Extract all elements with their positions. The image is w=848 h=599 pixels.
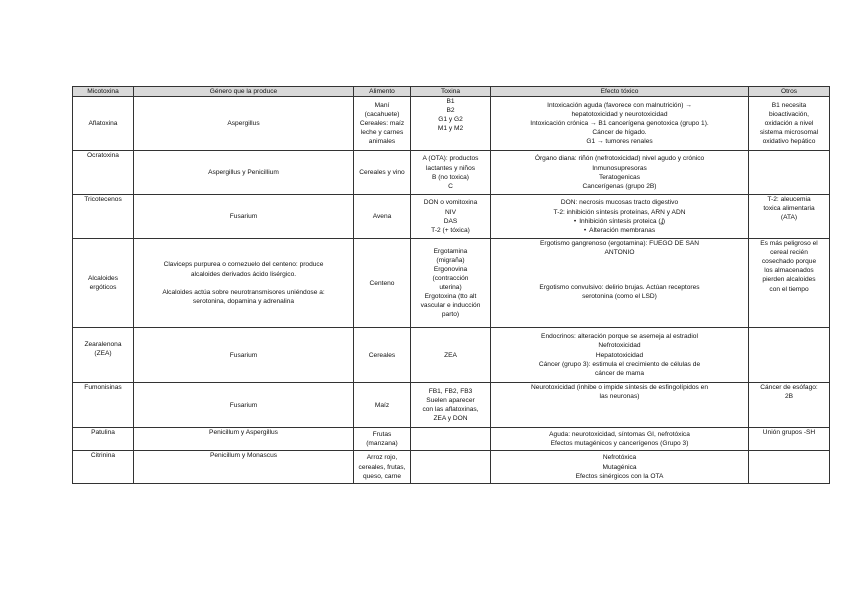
cell-line: B (no toxica) <box>431 173 469 181</box>
cell-line: DON: necrosis mucosas tracto digestivo <box>560 199 679 207</box>
cell-toxina <box>411 239 491 328</box>
cell-line: ZEA <box>444 351 457 359</box>
cell-efecto <box>491 328 749 383</box>
cell-line: Teratogenicas <box>598 173 641 181</box>
cell-line: Fusarium <box>229 401 258 409</box>
cell-line: Patulina <box>91 429 115 437</box>
cell-otros <box>749 328 830 383</box>
cell-line: uterina) <box>439 284 462 292</box>
cell-alimento <box>354 239 411 328</box>
mycotoxin-table <box>72 86 830 484</box>
cell-line: B2 <box>446 107 455 115</box>
cell-line: Suelen aparecer <box>426 397 475 404</box>
bullet-line: • Alteración membranas <box>493 226 746 235</box>
cell-line: G1 → tumores renales <box>586 138 653 146</box>
cell-line: Intoxicación aguda (favorece con malnutrición) → <box>547 101 692 109</box>
cell-toxina <box>411 151 491 195</box>
cell-line: animales <box>368 138 396 146</box>
cell-line: Cáncer (grupo 3): estimula el crecimiento de células de <box>538 360 701 368</box>
cell-line: Fusarium <box>229 351 258 359</box>
cell-micotoxina <box>73 451 134 484</box>
cell-line: con las aflatoxinas, <box>422 406 479 414</box>
table-header-row <box>73 87 830 97</box>
cell-line: Penicillum y Monascus <box>209 452 278 460</box>
cell-line: bioactivación, <box>769 110 809 118</box>
cell-line: Citrinina <box>90 452 116 460</box>
cell-line: serotonina (como el LSD) <box>582 293 657 301</box>
cell-line: ZEA y DON <box>433 415 468 423</box>
cell-alimento <box>354 383 411 428</box>
cell-line: (migraña) <box>436 256 465 264</box>
cell-line: Cereales <box>368 351 396 359</box>
cell-line: (contracción <box>432 275 469 282</box>
cell-line: NIV <box>445 208 456 216</box>
cell-line: Hepatotoxicidad <box>595 351 644 359</box>
cell-line: Cáncer de hígado. <box>592 129 647 137</box>
cell-line: oxidación a nivel <box>764 120 814 128</box>
table-row <box>73 195 830 239</box>
cell-line: M1 y M2 <box>437 125 464 133</box>
cell-line: T-2: aleucemia <box>767 196 811 204</box>
cell-line: FB1, FB2, FB3 <box>428 387 473 395</box>
cell-line: ANTONIO <box>604 249 635 257</box>
cell-line: G1 y G2 <box>438 116 463 124</box>
cell-line: cereales, frutas, <box>358 463 406 471</box>
cell-line: (ZEA) <box>94 350 112 358</box>
cell-toxina <box>411 428 491 451</box>
cell-line: Ergotismo gangrenoso (ergotamina): FUEGO DE SAN <box>539 240 700 248</box>
cell-alimento <box>354 97 411 151</box>
cell-line: C <box>448 182 453 190</box>
cell-line: B1 necesita <box>771 101 807 109</box>
cell-line: Claviceps purpurea o cornezuelo del centeno: produce <box>163 261 324 269</box>
cell-line: Avena <box>372 213 392 221</box>
cell-line: Nefrotoxicidad <box>598 342 641 350</box>
cell-otros <box>749 383 830 428</box>
header-toxina: Toxina <box>411 87 491 97</box>
table-row <box>73 151 830 195</box>
cell-toxina <box>411 195 491 239</box>
cell-toxina <box>411 451 491 484</box>
cell-line: (manzana) <box>366 440 398 448</box>
cell-micotoxina <box>73 428 134 451</box>
cell-otros <box>749 195 830 239</box>
cell-line: Aspergillus y Penicillium <box>208 169 279 177</box>
table-row <box>73 239 830 328</box>
cell-line: Centeno <box>369 279 395 287</box>
cell-line: Aspergillus <box>227 120 260 128</box>
cell-line: Ergotoxina (tto alt <box>424 293 477 301</box>
cell-alimento <box>354 195 411 239</box>
cell-otros <box>749 151 830 195</box>
cell-micotoxina <box>73 151 134 195</box>
cell-line: Aguda: neurotoxicidad, síntomas GI, nefrotóxica <box>549 431 690 438</box>
cell-line: Intoxicación crónica → B1 cancerígena genotoxica (grupo 1). <box>530 120 709 128</box>
cell-line: Órgano diana: riñón (nefrotoxicidad) nivel agudo y crónico <box>534 155 705 163</box>
cell-micotoxina <box>73 239 134 328</box>
cell-otros <box>749 428 830 451</box>
cell-line: Ergonovina <box>433 265 468 273</box>
cell-genero <box>134 451 354 484</box>
cell-line: con el tiempo <box>769 285 809 293</box>
cell-line: B1 <box>446 98 455 106</box>
cell-line: DAS <box>443 217 458 225</box>
spacer <box>136 279 351 288</box>
cell-line: Tricotecenos <box>84 196 122 204</box>
cell-line: cereal recién <box>770 249 808 257</box>
cell-line: DON o vomitoxina <box>423 199 478 207</box>
cell-genero <box>134 383 354 428</box>
cell-line: leche y carnes <box>360 129 404 137</box>
cell-line: Penicillum y Aspergillus <box>209 429 278 437</box>
cell-line: alcaloides derivados ácido lisérgico. <box>190 270 297 278</box>
cell-line: Ergotismo convulsivo: delirio brujas. Actúan receptores <box>539 284 700 292</box>
cell-line: ergóticos <box>89 284 117 292</box>
cell-otros <box>749 451 830 484</box>
cell-line: parto) <box>441 311 460 319</box>
table-row <box>73 328 830 383</box>
cell-micotoxina <box>73 383 134 428</box>
table-row <box>73 97 830 151</box>
cell-micotoxina <box>73 195 134 239</box>
cell-micotoxina <box>73 328 134 383</box>
cell-line: las neuronas) <box>599 393 640 401</box>
cell-efecto <box>491 151 749 195</box>
cell-line: serotonina, dopamina y adrenalina <box>192 297 295 305</box>
cell-line: Cereales y vino <box>359 169 405 177</box>
cell-otros <box>749 97 830 151</box>
cell-line: lactantes y niños <box>425 164 476 172</box>
cell-alimento <box>354 151 411 195</box>
cell-alimento <box>354 328 411 383</box>
table-row <box>73 451 830 484</box>
bullet-line: • Inhibición síntesis proteica (ʆ) <box>493 217 746 226</box>
cell-toxina <box>411 328 491 383</box>
cell-line: Cereales: maíz <box>359 120 405 128</box>
cell-toxina <box>411 97 491 151</box>
cell-efecto <box>491 451 749 484</box>
cell-line: Arroz rojo, <box>366 454 398 462</box>
header-micotoxina: Micotoxina <box>73 87 134 97</box>
cell-micotoxina <box>73 97 134 151</box>
cell-line: (cacahuete) <box>364 110 400 118</box>
cell-line: Ergotamina <box>433 247 468 255</box>
cell-line: sistema microsomal <box>759 129 819 137</box>
cell-genero <box>134 151 354 195</box>
cell-line: pierden alcaloides <box>762 276 816 284</box>
cell-line: Efectos mutagénicos y cancerígenos (Grupo 3) <box>550 440 689 448</box>
cell-line: vascular e inducción <box>420 302 481 310</box>
cell-line: 2B <box>784 393 794 401</box>
cell-line: Fusarium <box>229 213 258 221</box>
cell-line: T-2 (+ tóxica) <box>431 226 470 234</box>
cell-line: oxidativo hepático <box>762 138 816 146</box>
cell-line: Endocrinos: alteración porque se asemeja al estradiol <box>541 333 698 341</box>
cell-otros <box>749 239 830 328</box>
cell-line: queso, carne <box>362 472 402 480</box>
header-efecto: Efecto tóxico <box>491 87 749 97</box>
cell-efecto <box>491 97 749 151</box>
cell-alimento <box>354 451 411 484</box>
header-genero: Género que la produce <box>134 87 354 97</box>
cell-line: los almacenados <box>764 267 814 275</box>
cell-line: Cancerígenas (grupo 2B) <box>582 182 657 190</box>
table-row <box>73 383 830 428</box>
cell-line: Nefrotóxica <box>602 454 637 462</box>
cell-line: Maní <box>374 101 390 109</box>
cell-line: Inmunosupresoras <box>592 164 647 172</box>
cell-line: cosechado porque <box>761 258 817 266</box>
cell-genero <box>134 97 354 151</box>
cell-line: T-2: inhibición síntesis proteínas, ARN y ADN <box>553 208 686 216</box>
cell-line: Alcaloides actúa sobre neurotransmisores uniéndose a: <box>162 288 325 296</box>
cell-line: toxica alimentaria <box>763 205 815 213</box>
cell-efecto <box>491 195 749 239</box>
cell-line: A (OTA): productos <box>422 155 479 163</box>
cell-line: cáncer de mama <box>594 369 645 377</box>
header-otros: Otros <box>749 87 830 97</box>
cell-line: Zearalenona <box>84 341 122 349</box>
cell-line: Frutas <box>372 431 392 438</box>
cell-line: Mutagénica <box>602 463 637 471</box>
cell-line: hepatotoxicidad y neurotoxicidad <box>571 110 668 118</box>
cell-genero <box>134 428 354 451</box>
cell-efecto <box>491 239 749 328</box>
cell-line: Neurotoxicidad (inhibe o impide síntesis de esfingolípidos en <box>530 384 709 392</box>
cell-line: Ocratoxina <box>87 152 119 160</box>
table-row <box>73 428 830 451</box>
cell-line: Maíz <box>374 401 390 409</box>
cell-line: Unión grupos -SH <box>762 429 816 437</box>
spacer <box>493 257 746 283</box>
cell-genero <box>134 195 354 239</box>
cell-line: Es más peligroso el <box>760 240 818 248</box>
cell-line: Efectos sinérgicos con la OTA <box>575 472 664 480</box>
cell-genero <box>134 239 354 328</box>
cell-line: Cáncer de esófago: <box>760 384 818 392</box>
cell-genero <box>134 328 354 383</box>
cell-efecto <box>491 383 749 428</box>
cell-alimento <box>354 428 411 451</box>
header-alimento: Alimento <box>354 87 411 97</box>
cell-efecto <box>491 428 749 451</box>
cell-line: Alcaloides <box>87 275 119 282</box>
cell-line: (ATA) <box>780 214 798 222</box>
cell-toxina <box>411 383 491 428</box>
cell-line: Aflatoxina <box>88 120 118 128</box>
cell-line: Fumonisinas <box>84 384 122 392</box>
